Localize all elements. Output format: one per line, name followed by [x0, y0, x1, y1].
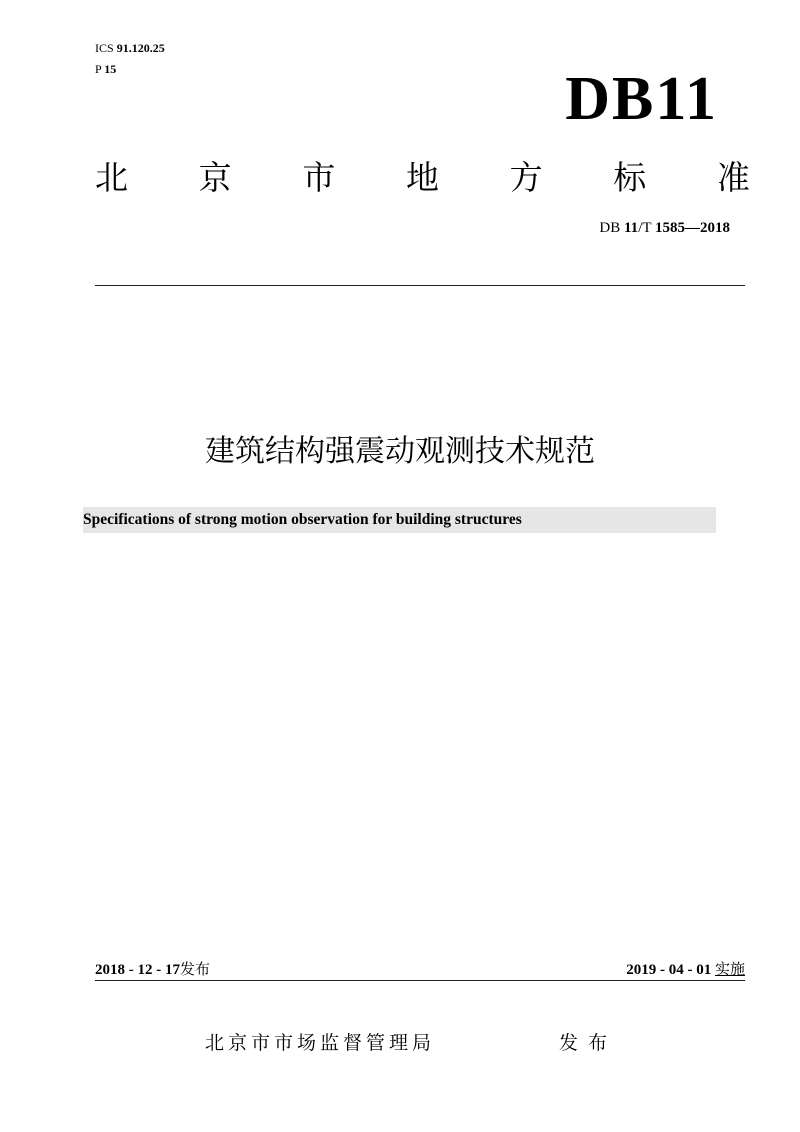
db-logo: DB11 [565, 65, 718, 133]
heading-char: 标 [613, 158, 647, 197]
standard-number [599, 218, 730, 238]
heading-char: 地 [405, 158, 439, 197]
ics-classification [95, 41, 165, 55]
implementation-date-value: 2019 - 04 - 01 [626, 962, 712, 978]
implementation-date-suffix: 实施 [714, 960, 745, 978]
std-number-code: 1585—2018 [655, 220, 730, 236]
std-number-region: 11 [624, 220, 639, 236]
implementation-date [626, 958, 745, 981]
p-code: 15 [104, 62, 117, 76]
heading-char: 方 [509, 158, 543, 197]
issue-date [95, 958, 210, 981]
chinese-title: 建筑结构强震动观测技术规范 [205, 434, 595, 469]
issue-date-suffix: 发布 [180, 960, 211, 978]
english-title: Specifications of strong motion observation for building structures [83, 507, 716, 533]
p-classification [95, 62, 116, 76]
issue-date-value: 2018 - 12 - 17 [95, 962, 180, 978]
ics-prefix: ICS [95, 41, 114, 55]
std-number-slash-t: /T [638, 220, 652, 236]
ics-code: 91.120.25 [116, 41, 165, 55]
issue-label: 发布 [559, 1032, 618, 1054]
issuing-authority: 北京市市场监督管理局 [205, 1032, 436, 1054]
heading-char: 北 [95, 158, 128, 197]
heading-char: 市 [302, 158, 336, 197]
heading-char: 准 [716, 158, 750, 197]
top-divider [95, 285, 745, 286]
std-number-prefix: DB [599, 220, 621, 236]
bottom-divider [95, 980, 745, 981]
p-prefix: P [95, 62, 102, 76]
standard-type-heading [95, 158, 750, 198]
heading-char: 京 [198, 158, 232, 197]
